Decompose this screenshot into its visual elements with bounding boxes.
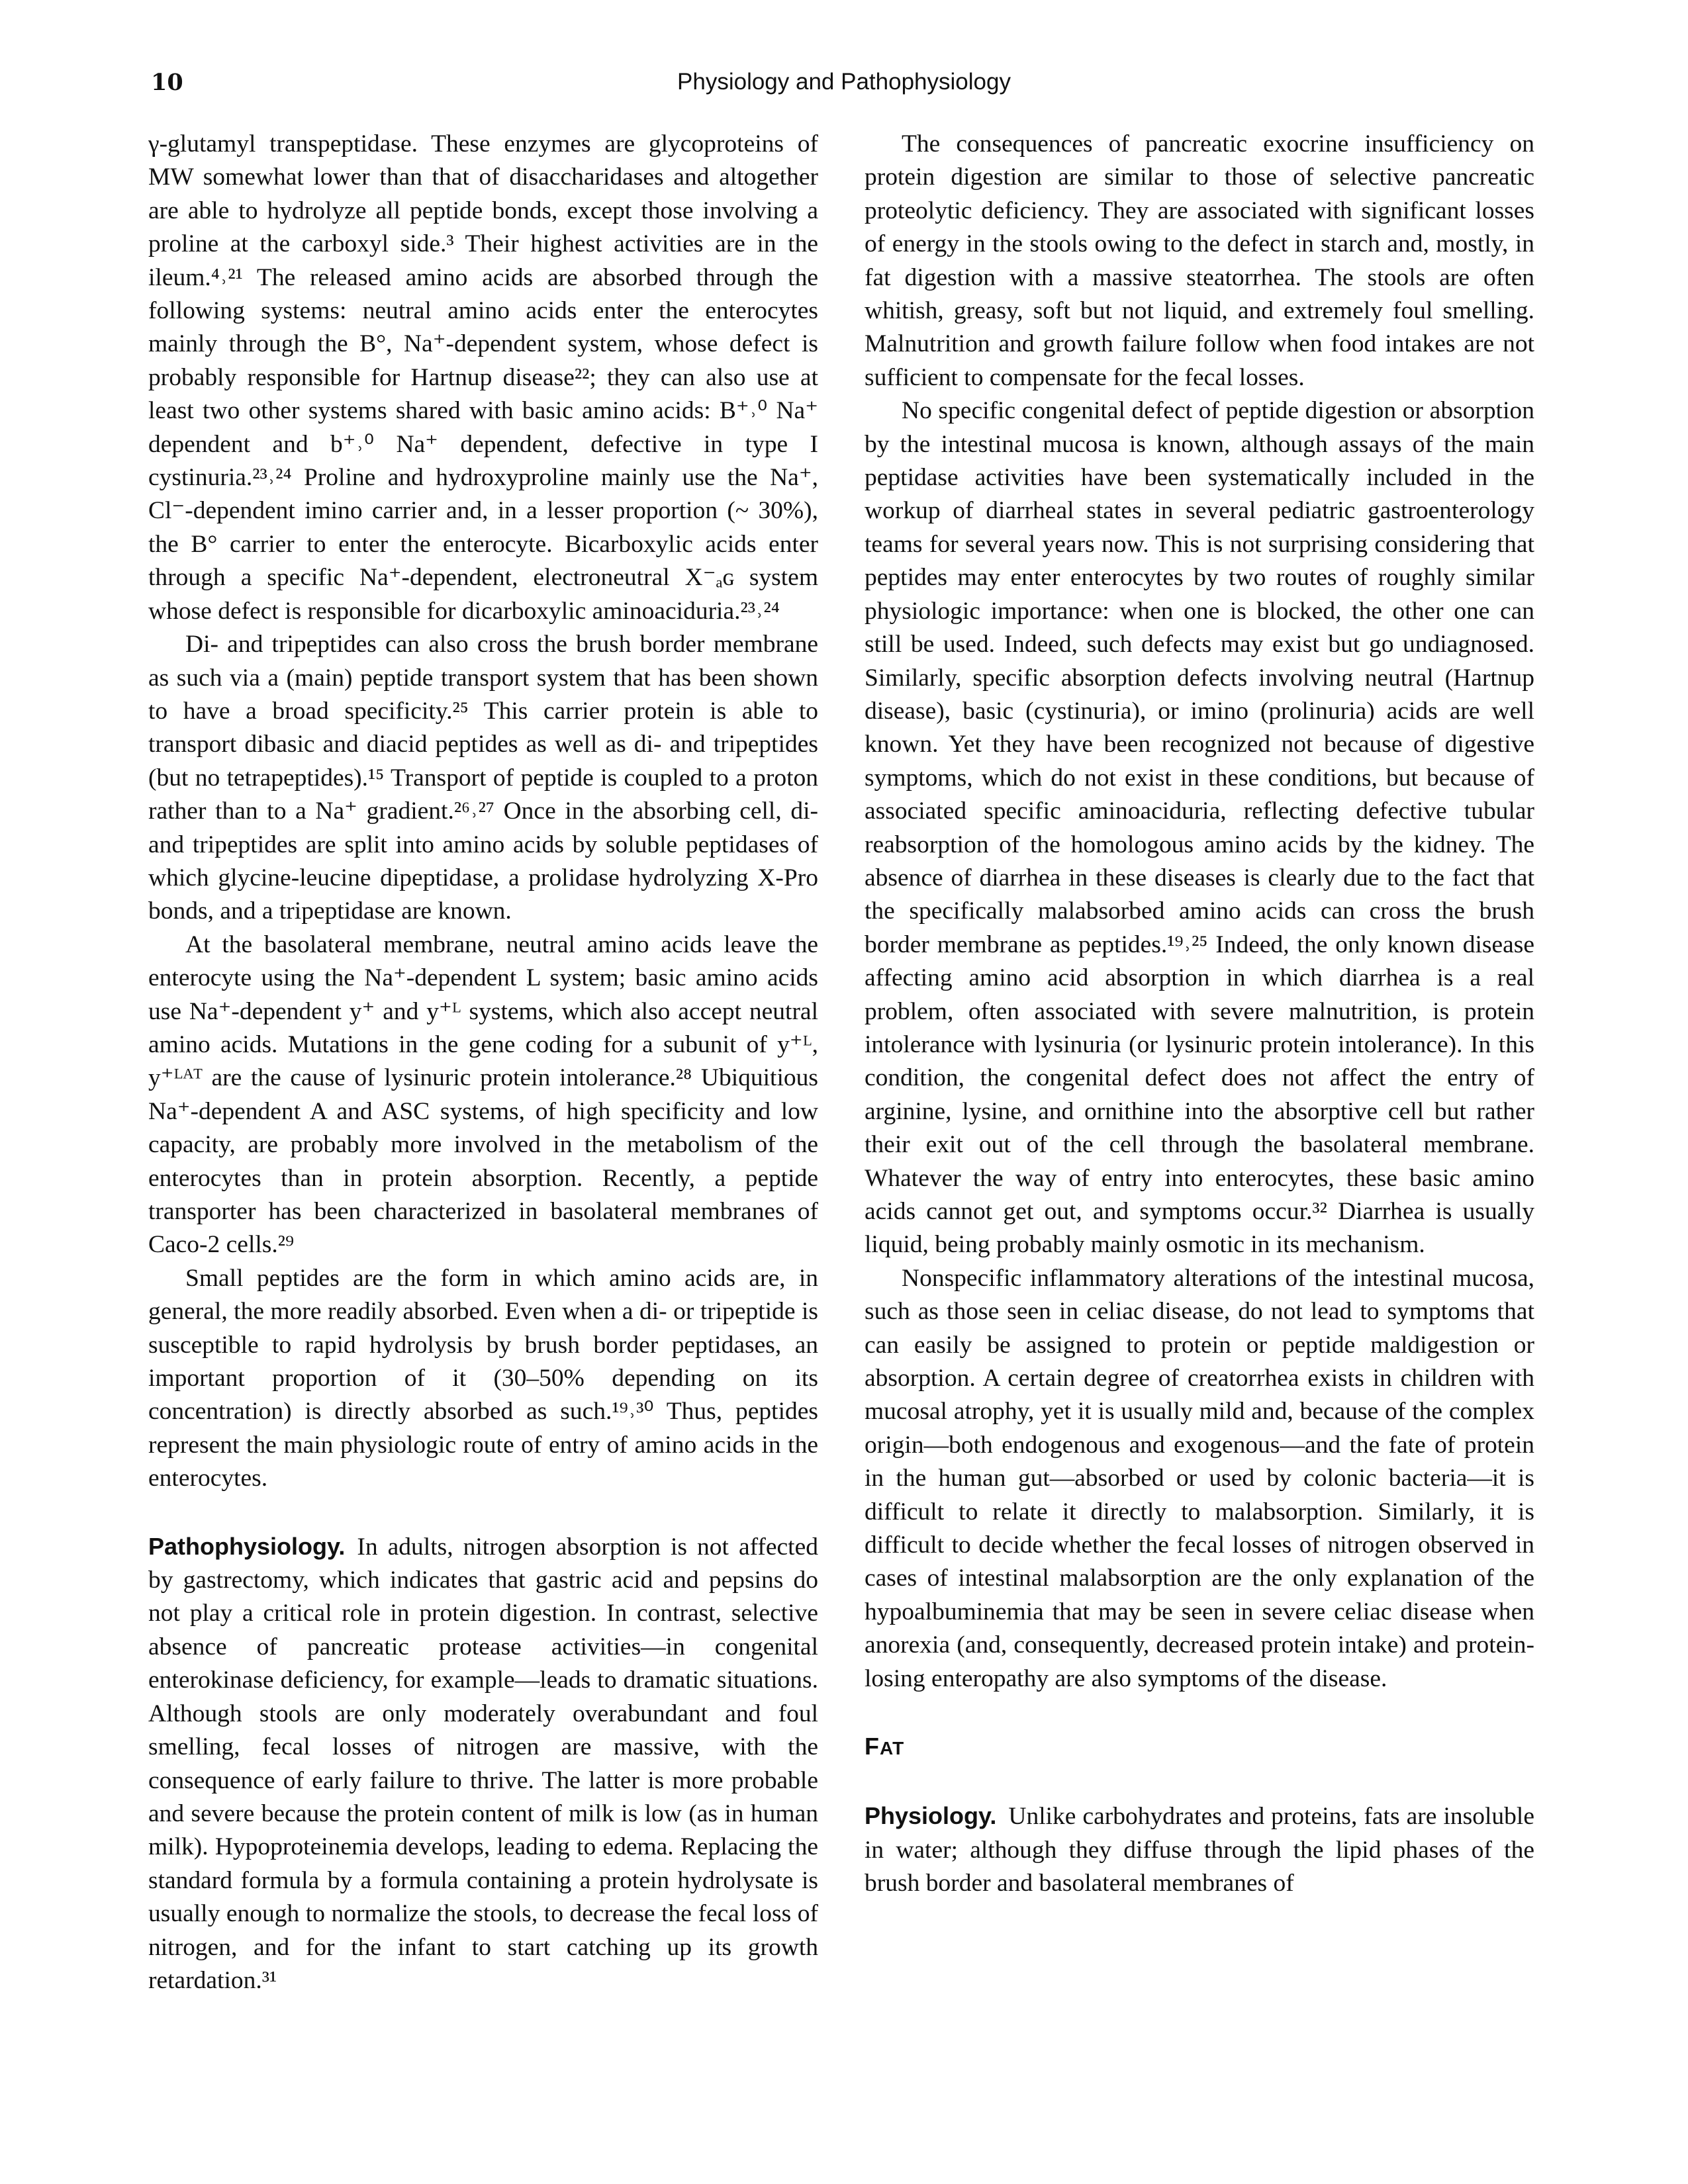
page-number: 10 xyxy=(151,69,183,96)
paragraph: The consequences of pancreatic exocrine insufficiency on protein digestion are similar to those of selective pancreatic proteolytic deficiency. They are associated with significant losses of energy in the stools owing to the defect in starch and, mostly, in fat digestion with a massive steatorrhea. The stools are often whitish, greasy, soft but not liquid, and extremely foul smelling. Malnutrition and growth failure follow when food intakes are not sufficient to compensate for the fecal losses. xyxy=(865,130,1534,391)
paragraph-pathophysiology xyxy=(148,1530,818,1998)
paragraph: Nonspecific inflammatory alterations of the intestinal mucosa, such as those seen in celiac disease, do not lead to symptoms that can easily be assigned to protein or peptide maldigestion or absorption. A certain degree of creatorrhea exists in children with mucosal atrophy, yet it is usually mild and, because of the complex origin—both endogenous and exogenous—and the fate of protein in the human gut—absorbed or used by colonic bacteria—it is difficult to relate it directly to malabsorption. Similarly, it is difficult to decide whether the fecal losses of nitrogen observed in cases of intestinal malabsorption are the only explanation of the hypoalbuminemia that may be seen in severe celiac disease when anorexia (and, consequently, decreased protein intake) and protein-losing enteropathy are also symptoms of the disease. xyxy=(865,1264,1534,1692)
spacer xyxy=(148,1496,818,1530)
paragraph: No specific congenital defect of peptide digestion or absorption by the intestinal mucosa is known, although assays of the main peptidase activities have been systematically included in the workup of diarrheal states in several pediatric gastroenterology teams for several years now. This is not surprising considering that peptides may enter enterocytes by two routes of roughly similar physiologic importance: when one is blocked, the other one can still be used. Indeed, such defects may exist but go undiagnosed. Similarly, specific absorption defects involving neutral (Hartnup disease), basic (cystinuria), or imino (prolinuria) acids are well known. Yet they have been recognized not because of digestive symptoms, which do not exist in these conditions, but because of associated specific aminoaciduria, reflecting defective tubular reabsorption of the homologous amino acids by the kidney. The absence of diarrhea in these diseases is clearly due to the fact that the specifically malabsorbed amino acids can cross the brush border membrane as peptides.¹⁹˒²⁵ Indeed, the only known disease affecting amino acid absorption in which diarrhea is a real problem, often associated with severe malnutrition, is protein intolerance with lysinuria (or lysinuric protein intolerance). In this condition, the congenital defect does not affect the entry of arginine, lysine, and ornithine into the absorptive cell but rather their exit out of the cell through the basolateral membrane. Whatever the way of entry into enterocytes, these basic amino acids cannot get out, and symptoms occur.³² Diarrhea is usually liquid, being probably mainly osmotic in its mechanism. xyxy=(865,397,1534,1259)
spacer xyxy=(865,1696,1534,1730)
run-in-heading: Pathophysiology. xyxy=(148,1532,346,1560)
paragraph-body: In adults, nitrogen absorption is not affected by gastrectomy, which indicates that gastric acid and pepsins do not play a critical role in protein digestion. In contrast, selective absence of pancreatic protease activities—in congenital enterokinase deficiency, for example—leads to dramatic situations. Although stools are only moderately overabundant and foul smelling, fecal losses of nitrogen are massive, with the consequence of early failure to thrive. The latter is more probable and severe because the protein content of milk is low (as in human milk). Hypoproteinemia develops, leading to edema. Replacing the standard formula by a formula containing a protein hydrolysate is usually enough to normalize the stools, to decrease the fecal loss of nitrogen, and for the infant to start catching up its growth retardation.³¹ xyxy=(148,1533,818,1994)
left-column xyxy=(148,128,818,1997)
running-head xyxy=(146,69,1542,102)
paragraph: Small peptides are the form in which amino acids are, in general, the more readily absorbed. Even when a di- or tripeptide is susceptible to rapid hydrolysis by brush border peptidases, an important proportion of it (30–50% depending on its concentration) is directly absorbed as such.¹⁹˒³⁰ Thus, peptides represent the main physiologic route of entry of amino acids in the enterocytes. xyxy=(148,1264,818,1492)
paragraph: Di- and tripeptides can also cross the brush border membrane as such via a (main) peptide transport system that has been shown to have a broad specificity.²⁵ This carrier protein is able to transport dibasic and diacid peptides as well as di- and tripeptides (but no tetrapeptides).¹⁵ Transport of peptide is coupled to a proton rather than to a Na⁺ gradient.²⁶˒²⁷ Once in the absorbing cell, di- and tripeptides are split into amino acids by soluble peptidases of which glycine-leucine dipeptidase, a prolidase hydrolyzing X-Pro bonds, and a tripeptidase are known. xyxy=(148,631,818,925)
section-heading-fat xyxy=(865,1730,1534,1765)
paragraph: At the basolateral membrane, neutral amino acids leave the enterocyte using the Na⁺-dependent L system; basic amino acids use Na⁺-dependent y⁺ and y⁺ᴸ systems, which also accept neutral amino acids. Mutations in the gene coding for a subunit of y⁺ᴸ, y⁺ᴸᴬᵀ are the cause of lysinuric protein intolerance.²⁸ Ubiquitious Na⁺-dependent A and ASC systems, of high specificity and low capacity, are probably more involved in the metabolism of the enterocytes than in protein absorption. Recently, a peptide transporter has been characterized in basolateral membranes of Caco-2 cells.²⁹ xyxy=(148,931,818,1259)
heading-initial: F xyxy=(865,1733,880,1760)
heading-small-caps: AT xyxy=(880,1738,905,1759)
paragraph-physiology xyxy=(865,1799,1534,1900)
running-title: Physiology and Pathophysiology xyxy=(677,69,1011,95)
paragraph: γ-glutamyl transpeptidase. These enzymes are glycoproteins of MW somewhat lower than that of disaccharidases and altogether are able to hydrolyze all peptide bonds, except those involving a proline at the carboxyl side.³ Their highest activities are in the ileum.⁴˒²¹ The released amino acids are absorbed through the following systems: neutral amino acids enter the enterocytes mainly through the B°, Na⁺-dependent system, whose defect is probably responsible for Hartnup disease²²; they can also use at least two other systems shared with basic amino acids: B⁺˒⁰ Na⁺ dependent and b⁺˒⁰ Na⁺ dependent, defective in type I cystinuria.²³˒²⁴ Proline and hydroxyproline mainly use the Na⁺, Cl⁻-dependent imino carrier and, in a lesser proportion (~ 30%), the B° carrier to enter the enterocyte. Bicarboxylic acids enter through a specific Na⁺-dependent, electroneutral X⁻ₐɢ system whose defect is responsible for dicarboxylic aminoaciduria.²³˒²⁴ xyxy=(148,130,818,625)
run-in-heading: Physiology. xyxy=(865,1802,997,1830)
spacer xyxy=(865,1765,1534,1799)
right-column xyxy=(865,128,1534,1900)
paragraph-body: Unlike carbohydrates and proteins, fats are insoluble in water; although they diffuse through the lipid phases of the brush border and basolateral membranes of xyxy=(865,1803,1534,1897)
